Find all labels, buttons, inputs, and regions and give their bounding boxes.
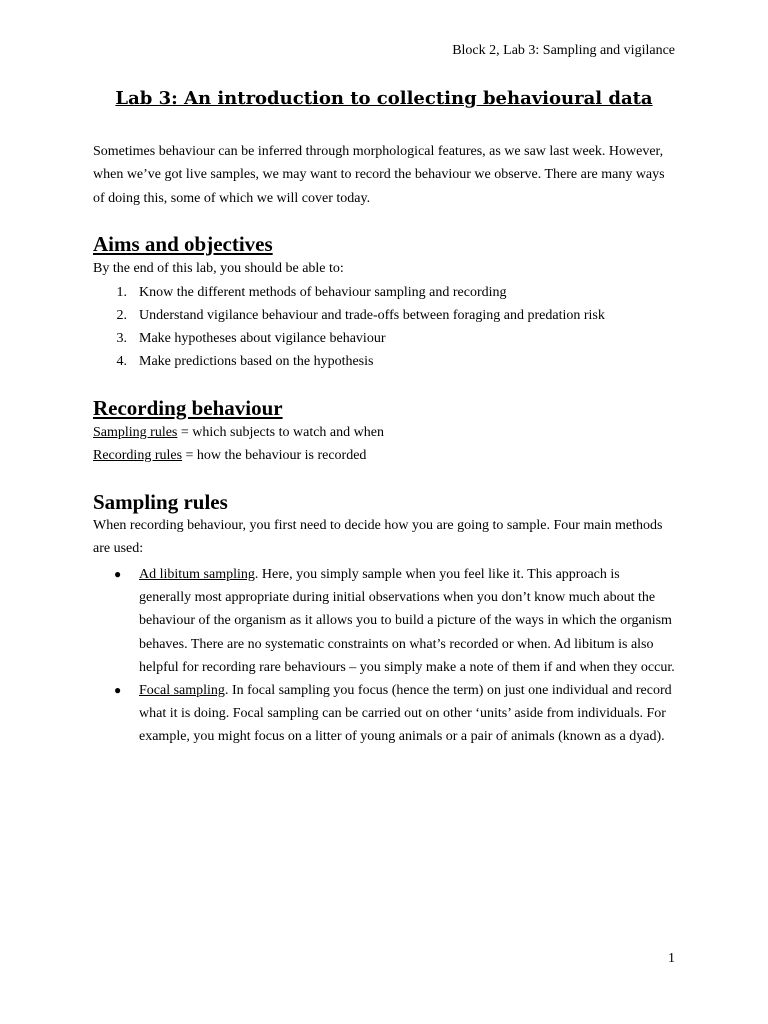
aims-item-text: Understand vigilance behaviour and trade-offs between foraging and predation risk	[139, 308, 605, 323]
aims-list-item	[93, 330, 675, 353]
aims-heading: Aims and objectives	[93, 232, 273, 256]
method-term: Ad libitum sampling	[139, 567, 255, 582]
sampling-method-item	[93, 679, 675, 749]
definition-recording-rules	[93, 447, 366, 464]
method-text: . In focal sampling you focus (hence the term) on just one individual and record what it is doing. Focal sampling can be carried out on other ‘units’ aside from individuals. For example, you might focus on a litter of young animals or a pair of animals (known as a dyad).	[139, 683, 672, 745]
bullet-icon: ●	[114, 683, 122, 698]
aims-list-item	[93, 284, 675, 307]
method-text: . Here, you simply sample when you feel like it. This approach is generally most appropriate during initial observations when you don’t know much about the behaviour of the organism as it allows you to build a picture of the ways in which the organism behaves. There are no systematic constraints on what’s recorded or when. Ad libitum is also helpful for recording rare behaviours – you simply make a note of them if and when they occur.	[139, 567, 675, 675]
list-number: 2.	[116, 308, 127, 323]
definition-text: = how the behaviour is recorded	[182, 448, 367, 463]
sampling-intro: When recording behaviour, you first need to decide how you are going to sample. Four main methods are used:	[93, 518, 663, 557]
list-number: 3.	[116, 331, 127, 346]
aims-list	[93, 284, 675, 376]
aims-lead: By the end of this lab, you should be able to:	[93, 261, 344, 276]
aims-item-text: Make predictions based on the hypothesis	[139, 354, 374, 369]
definition-sampling-rules	[93, 424, 384, 441]
method-term: Focal sampling	[139, 683, 225, 699]
definition-term: Recording rules	[93, 448, 183, 463]
sampling-methods-list	[93, 563, 675, 749]
document-title: Lab 3: An introduction to collecting behavioural data	[115, 88, 653, 109]
aims-item-text: Make hypotheses about vigilance behaviour	[139, 331, 386, 346]
list-number: 4.	[116, 354, 127, 369]
page-number: 1	[668, 951, 675, 966]
definition-text: = which subjects to watch and when	[177, 425, 384, 440]
sampling-method-item	[93, 563, 675, 679]
sampling-heading: Sampling rules	[93, 490, 228, 514]
aims-list-item	[93, 307, 675, 330]
bullet-icon: ●	[114, 567, 122, 581]
aims-item-text: Know the different methods of behaviour sampling and recording	[139, 285, 507, 300]
list-number: 1.	[116, 285, 127, 300]
definition-term: Sampling rules	[93, 425, 178, 440]
aims-list-item	[93, 353, 675, 376]
intro-paragraph: Sometimes behaviour can be inferred through morphological features, as we saw last week. However, when we’ve got live samples, we may want to record the behaviour we observe. There are many ways of doing this, some of which we will cover today.	[93, 144, 665, 206]
recording-heading: Recording behaviour	[93, 396, 283, 420]
running-header: Block 2, Lab 3: Sampling and vigilance	[452, 43, 675, 58]
